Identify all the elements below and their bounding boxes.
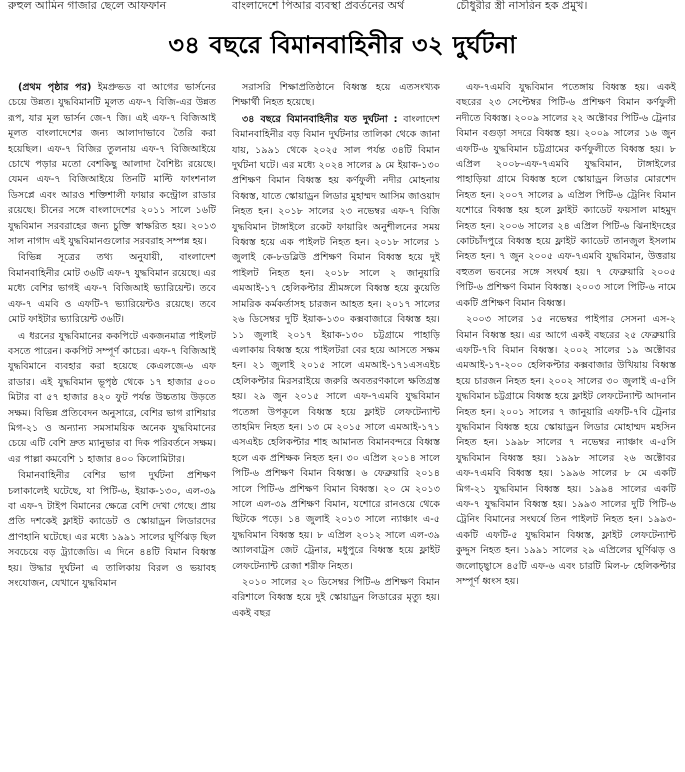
continuation-lead: (প্রথম পৃষ্ঠার পর) [18, 82, 92, 93]
headline: ৩৪ বছরে বিমানবাহিনীর ৩২ দুর্ঘটনা [168, 31, 517, 59]
section-subhead: ৩৪ বছরে বিমানবাহিনীর যত দুর্ঘটনা : [242, 113, 398, 125]
headline-container [0, 24, 685, 70]
column-1-paragraph-2: বিভিন্ন সূত্রের তথ্য অনুযায়ী, বাংলাদেশ বিমানবাহিনীর মোট ৩৬টি এফ-৭ যুদ্ধবিমান রয়েছে। এর মধ্যে বেশির ভাগই এফ-৭ বিজিআই ভ্যারিয়েন্ট। তবে এফ-৭ এমবি ও এফটি-৭ ভ্যারিয়েন্টও রয়েছে। তবে মোট ফাইটার ভ্যারিয়েন্ট ৩৬টি। [8, 252, 216, 326]
column-2-paragraph-1: সরাসরি শিক্ষাপ্রতিষ্ঠানে বিধ্বস্ত হয়ে এতসংখ্যক শিক্ষার্থী নিহত হয়েছে। [232, 82, 440, 109]
column-3-paragraph-2: ২০০৩ সালের ১৫ নভেম্বর পাইপার সেসনা এস-২ বিমান বিধ্বস্ত হয়। এর আগে একই বছরের ২৫ ফেব্রুয়ারি এফটি-৭বি বিমান বিধ্বস্ত। ২০০২ সালের ১৯ অক্টোবর এমআই-১৭-২০০ হেলিকপ্টার কক্সবাজার উখিয়ায় বিধ্বস্ত হয়ে চারজন নিহত হন। ২০০২ সালের ৩০ জুলাই এ-৫সি যুদ্ধবিমান চট্টগ্রামে বিধ্বস্ত হয়ে ফ্লাইট লেফটেন্যান্ট আদনান নিহত হন। ২০০১ সালের ৭ জানুয়ারি এফটি-৭বি ট্রেনার যুদ্ধবিমান বিধ্বস্ত হয়ে স্কোয়াড্রন লিডার মোহাম্মদ মহসিন নিহত হন। ১৯৯৮ সালের ৭ নভেম্বর ন্যাঞ্চাং এ-৫সি যুদ্ধবিমান বিধ্বস্ত হয়। ১৯৯৮ সালের ২৬ অক্টোবর এফ-৭এমবি বিধ্বস্ত হয়। ১৯৯৬ সালের ৮ মে একটি মিগ-২১ যুদ্ধবিমান বিধ্বস্ত হয়। ১৯৯৪ সালের একটি এফ-৭ যুদ্ধবিমান বিধ্বস্ত হয়। ১৯৯৩ সালের দুটি পিটি-৬ ট্রেনিং বিমানের সংঘর্ষে তিন পাইলট নিহত হন। ১৯৯৩-একটি এফটি-৫ যুদ্ধবিমান বিধ্বস্ত, ফ্লাইট লেফটেন্যান্ট কুদ্দুস নিহত হন। ১৯৯১ সালের ২৯ এপ্রিলের ঘূর্ণিঝড় ও জলোচ্ছ্বাসে ৪৫টি এফ-৬ এবং চারটি মিল-৮ হেলিকপ্টার সম্পূর্ণ ধ্বংস হয়। [456, 314, 676, 587]
article-column-2 [232, 80, 440, 770]
column-2-paragraph-3: ২০১০ সালের ২০ ডিসেম্বর পিটি-৬ প্রশিক্ষণ বিমান বরিশালে বিধ্বস্ত হয়ে দুই স্কোয়াড্রন লিডারের মৃত্যু হয়। একই বছর [232, 577, 440, 619]
top-strip-center-text: বাংলাদেশে পিআর ব্যবস্থা প্রবর্তনের অর্থ [232, 0, 405, 12]
column-3-paragraph-1: এফ-৭এমবি যুদ্ধবিমান পতেঙ্গায় বিধ্বস্ত হয়। একই বছরের ২৩ সেপ্টেম্বর পিটি-৬ প্রশিক্ষণ বিমান কর্ণফুলী নদীতে বিধ্বস্ত। ২০০৯ সালের ২২ অক্টোবর পিটি-৬ ট্রেনার বিমান বগুড়া সদরে বিধ্বস্ত হয়। ২০০৯ সালের ১৬ জুন এফটি-৬ যুদ্ধবিমান চট্টগ্রামের কর্ণফুলীতে বিধ্বস্ত হয়। ৮ এপ্রিল ২০০৮-এফ-৭এমবি যুদ্ধবিমান, টাঙ্গাইলের পাহাড়িয়া গ্রামে বিধ্বস্ত হলে স্কোয়াড্রন লিডার মোরশেদ নিহত হন। ২০০৭ সালের ৯ এপ্রিল পিটি-৬ ট্রেনিং বিমান যশোরে বিধ্বস্ত হয় হলে ফ্লাইট ক্যাডেট ফয়সাল মাহমুদ নিহত হন। ২০০৬ সালের ২৪ এপ্রিল পিটি-৬ ঝিনাইদহের কোটচাঁদপুরে বিধ্বস্ত হয়ে ফ্লাইট ক্যাডেট তানজুল ইসলাম নিহত হন। ৭ জুন ২০০৫ এফ-৭এমবি যুদ্ধবিমান, উত্তরায় বহুতল ভবনের সঙ্গে সংঘর্ষ হয়। ৭ ফেব্রুয়ারি ২০০৫ পিটি-৬ প্রশিক্ষণ বিমান বিধ্বস্ত। ২০০৩ সালে পিটি-৬ নামে একটি প্রশিক্ষণ বিমান বিধ্বস্ত। [456, 82, 676, 309]
top-strip-right-text: চৌধুরীর স্ত্রী নাসরিন হক প্রমুখ। [456, 0, 588, 12]
top-strip [0, 0, 685, 14]
column-1-paragraph-1-text: ইমপ্রুভড বা আগের ভার্সনের চেয়ে উন্নত। যুদ্ধবিমানটি মূলত এফ-৭ বিজি-এর উন্নত রূপ, যার মূল ভার্সন জে-৭ জি। এই এফ-৭ বিজিআই মূলত বাংলাদেশের জন্য আলাদাভাবে তৈরি করা হয়েছিল। এফ-৭ বিজির তুলনায় এফ-৭ বিজিআইয়ে চোখে পড়ার মতো বেশকিছু আলাদা বৈশিষ্ট্য রয়েছে। যেমন এফ-৭ বিজিআইয়ে তিনটি মাল্টি ফাংশনাল ডিসপ্লে এবং আরও শক্তিশালী ফায়ার কন্ট্রোল রাডার রয়েছে। চীনের সঙ্গে বাংলাদেশের ২০১১ সালে ১৬টি যুদ্ধবিমান সরবরাহের জন্য চুক্তি স্বাক্ষরিত হয়। ২০১৩ সাল নাগাদ এই যুদ্ধবিমানগুলোর সরবরাহ সম্পন্ন হয়। [8, 82, 216, 248]
top-strip-left-text: রুহুল আমিন গাজার ছেলে আফফান [8, 0, 167, 12]
article-column-1 [8, 80, 216, 770]
column-2-paragraph-2-text: বাংলাদেশ বিমানবাহিনীর বড় বিমান দুর্ঘটনার তালিকা থেকে জানা যায়, ১৯৯১ থেকে ২০২৫ সাল পর্যন্ত ৩৪টি বিমান দুর্ঘটনা ঘটে। এর মধ্যে ২০২৪ সালের ৯ মে ইয়াক-১৩০ প্রশিক্ষণ বিমান বিধ্বস্ত হয় কর্ণফুলী নদীর মোহনায় বিধ্বস্ত, যাতে স্কোয়াড্রন লিডার মুহাম্মদ আসিম জাওয়াদ নিহত হন। ২০১৮ সালের ২৩ নভেম্বর এফ-৭ বিজি যুদ্ধবিমান টাঙ্গাইলে রকেট ফায়ারিং অনুশীলনের সময় বিধ্বস্ত হয়ে এক পাইলট নিহত হন। ২০১৮ সালের ১ জুলাই কে-৮ডব্লিউ প্রশিক্ষণ বিমান বিধ্বস্ত হয়ে দুই পাইলট নিহত হন। ২০১৮ সালে ২ জানুয়ারি এমআই-১৭ হেলিকপ্টার শ্রীমঙ্গলে বিধ্বস্ত হয়ে কুয়েতি সামরিক কর্মকর্তাসহ চারজন আহত হন। ২০১৭ সালের ২৬ ডিসেম্বর দুটি ইয়াক-১৩০ কক্সবাজারে বিধ্বস্ত হয়। ১১ জুলাই ২০১৭ ইয়াক-১৩০ চট্টগ্রামে পাহাড়ি এলাকায় বিধ্বস্ত হয়ে পাইলটরা বের হয়ে আসতে সক্ষম হন। ২১ জুলাই ২০১৫ সালে এমআই-১৭১এসএইচ হেলিকপ্টার মিরসরাইয়ে জরুরি অবতরণকালে ক্ষতিগ্রস্ত হয়। ২৯ জুন ২০১৫ সালে এফ-৭এমবি যুদ্ধবিমান পতেঙ্গা উপকূলে বিধ্বস্ত হয়ে ফ্লাইট লেফটেন্যান্ট তাহমিদ নিহত হন। ১৩ মে ২০১৫ সালে এমআই-১৭১ এসএইচ হেলিকপ্টার শাহ আমানত বিমানবন্দরে বিধ্বস্ত হলে এক প্রশিক্ষক নিহত হন। ৩০ এপ্রিল ২০১৪ সালে পিটি-৬ প্রশিক্ষণ বিমান বিধ্বস্ত। ৬ ফেব্রুয়ারি ২০১৪ সালে পিটি-৬ প্রশিক্ষণ বিমান বিধ্বস্ত। ২০ মে ২০১৩ সালে এল-৩৯ প্রশিক্ষণ বিমান, যশোরে রানওয়ে থেকে ছিটকে পড়ে। ১৪ জুলাই ২০১৩ সালে ন্যাঞ্চাং এ-৫ যুদ্ধবিমান বিধ্বস্ত হয়। ৮ এপ্রিল ২০১২ সালে এল-৩৯ অ্যালবাট্রস জেট ট্রেনার, মধুপুরে বিধ্বস্ত হয়ে ফ্লাইট লেফটেন্যান্ট রেজা শরীফ নিহত। [232, 113, 440, 572]
column-2-paragraph-2 [232, 112, 440, 574]
column-1-paragraph-3: এ ধরনের যুদ্ধবিমানের ককপিটে একজনমাত্র পাইলট বসতে পারেন। ককপিট সম্পূর্ণ কাচের। এফ-৭ বিজিআই যুদ্ধবিমানে ব্যবহার করা হয়েছে কেএলজে-৬ এফ রাডার। এই যুদ্ধবিমান ভূপৃষ্ঠ থেকে ১৭ হাজার ৫০০ মিটার বা ৫৭ হাজার ৪২০ ফুট পর্যন্ত উচ্চতায় উড়তে সক্ষম। বিভিন্ন প্রতিবেদন অনুসারে, বেশির ভাগ রাশিয়ার মিগ-২১ ও অন্যান্য সমসাময়িক অনেক যুদ্ধবিমানের চেয়ে এটি বেশি দ্রুত ম্যানুভার বা দিক পরিবর্তনে সক্ষম। এর পাল্লা কমবেশি ১ হাজার ৪০০ কিলোমিটার। [8, 330, 216, 465]
article-column-3 [456, 80, 676, 770]
column-1-paragraph-4: বিমানবাহিনীর বেশির ভাগ দুর্ঘটনা প্রশিক্ষণ চলাকালেই ঘটেছে, যা পিটি-৬, ইয়াক-১৩০, এল-৩৯ বা এফ-৭ টাইপ বিমানের ক্ষেত্রে বেশি দেখা গেছে। প্রায় প্রতি দশকেই ফ্লাইট ক্যাডেট ও স্কোয়াড্রন লিডারদের প্রাণহানি ঘটেছে। এর মধ্যে ১৯৯১ সালের ঘূর্ণিঝড় ছিল সবচেয়ে বড় ট্র্যাজেডি। এ দিনে ৪৪টি বিমান বিধ্বস্ত হয়। উদ্ধার দুর্ঘটনা এ তালিকায় বিরল ও ভয়াবহ সংযোজন, যেখানে যুদ্ধবিমান [8, 470, 216, 589]
column-1-paragraph-1 [8, 80, 216, 249]
